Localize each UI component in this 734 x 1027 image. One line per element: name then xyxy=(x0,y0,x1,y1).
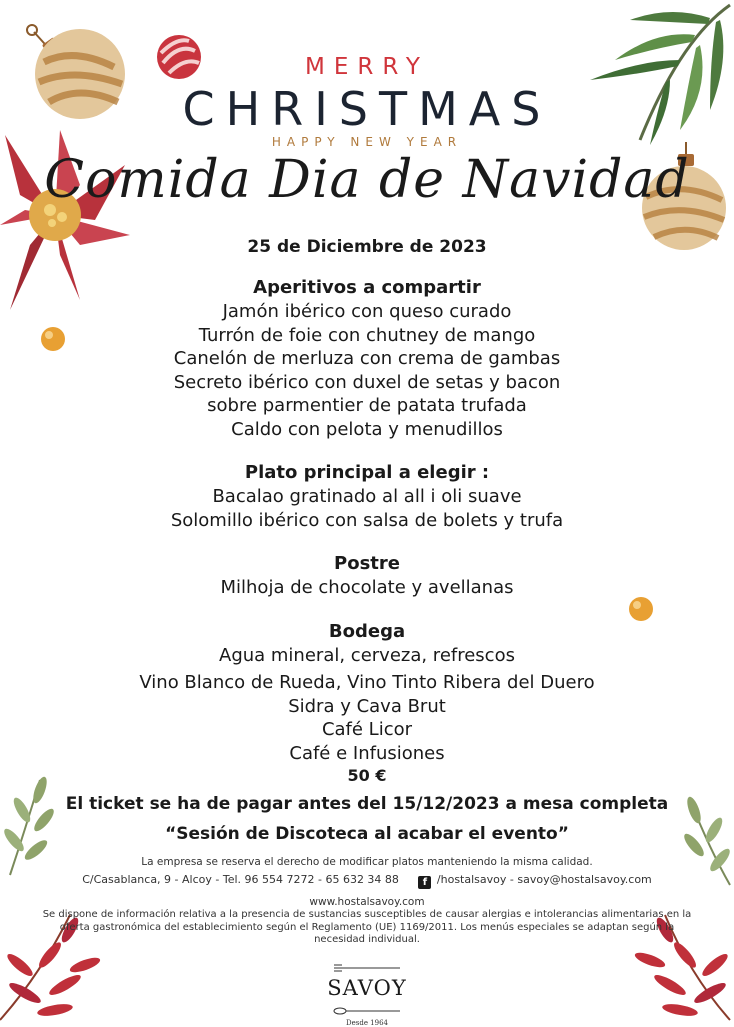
menu-item: Sidra y Cava Brut xyxy=(288,695,446,717)
principal-title: Plato principal a elegir : xyxy=(244,462,490,483)
menu-item: Turrón de foie con chutney de mango xyxy=(198,324,536,346)
menu-item: sobre parmentier de patata trufada xyxy=(207,395,527,416)
menu-item: Milhoja de chocolate y avellanas xyxy=(220,577,514,598)
merry-heading: MERRY xyxy=(305,54,429,80)
website-link[interactable]: www.hostalsavoy.com xyxy=(309,896,425,908)
menu-item: Café Licor xyxy=(321,719,413,740)
aperitivos-title: Aperitivos a compartir xyxy=(253,277,481,298)
reserve-notice: La empresa se reserva el derecho de modificar platos manteniendo la misma calidad. xyxy=(141,856,593,868)
happy-new-year-heading: HAPPY NEW YEAR xyxy=(271,135,463,149)
menu-item: Secreto ibérico con duxel de setas y bacon xyxy=(173,371,561,393)
logo-name: SAVOY xyxy=(327,976,407,1000)
logo-since: Desde 1964 xyxy=(345,1019,388,1027)
menu-item: Vino Blanco de Rueda, Vino Tinto Ribera del Duero xyxy=(139,672,595,693)
christmas-heading: CHRISTMAS xyxy=(182,82,552,136)
event-date: 25 de Diciembre de 2023 xyxy=(247,237,487,257)
menu-item: Solomillo ibérico con salsa de bolets y trufa xyxy=(170,509,564,531)
address-text: C/Casablanca, 9 - Alcoy - Tel. 96 554 7272 - 65 632 34 88 xyxy=(82,873,399,886)
allergy-notice: Se dispone de información relativa a la presencia de sustancias susceptibles de causar alergias e intolerancias alimentarias en la oferta gastronómica del establecimiento según el Reglamento (UE) 1169/2011. Los menús especiales se adaptan según la necesidad individual. xyxy=(42,909,692,945)
fork-knife-icon xyxy=(332,964,402,972)
menu-section xyxy=(0,276,734,787)
event-title: Comida Dia de Navidad xyxy=(44,150,690,210)
menu-item: Bacalao gratinado al all i oli suave xyxy=(212,486,522,507)
savoy-logo xyxy=(317,957,417,1027)
menu-item: Agua mineral, cerveza, refrescos xyxy=(219,644,515,666)
menu-price: 50 € xyxy=(347,766,387,785)
menu-item: Caldo con pelota y menudillos xyxy=(231,418,503,440)
bodega-title: Bodega xyxy=(328,620,406,642)
ticket-notice: El ticket se ha de pagar antes del 15/12/2023 a mesa completa xyxy=(65,794,669,814)
menu-item: Canelón de merluza con crema de gambas xyxy=(173,348,561,369)
spoon-icon xyxy=(332,1007,402,1015)
facebook-icon: f xyxy=(418,876,431,889)
menu-item: Café e Infusiones xyxy=(289,742,445,764)
postre-title: Postre xyxy=(334,553,400,574)
menu-item: Jamón ibérico con queso curado xyxy=(222,301,512,322)
disco-notice: “Sesión de Discoteca al acabar el evento” xyxy=(165,824,569,844)
social-text: /hostalsavoy - savoy@hostalsavoy.com xyxy=(436,873,652,886)
contact-line xyxy=(0,873,734,889)
